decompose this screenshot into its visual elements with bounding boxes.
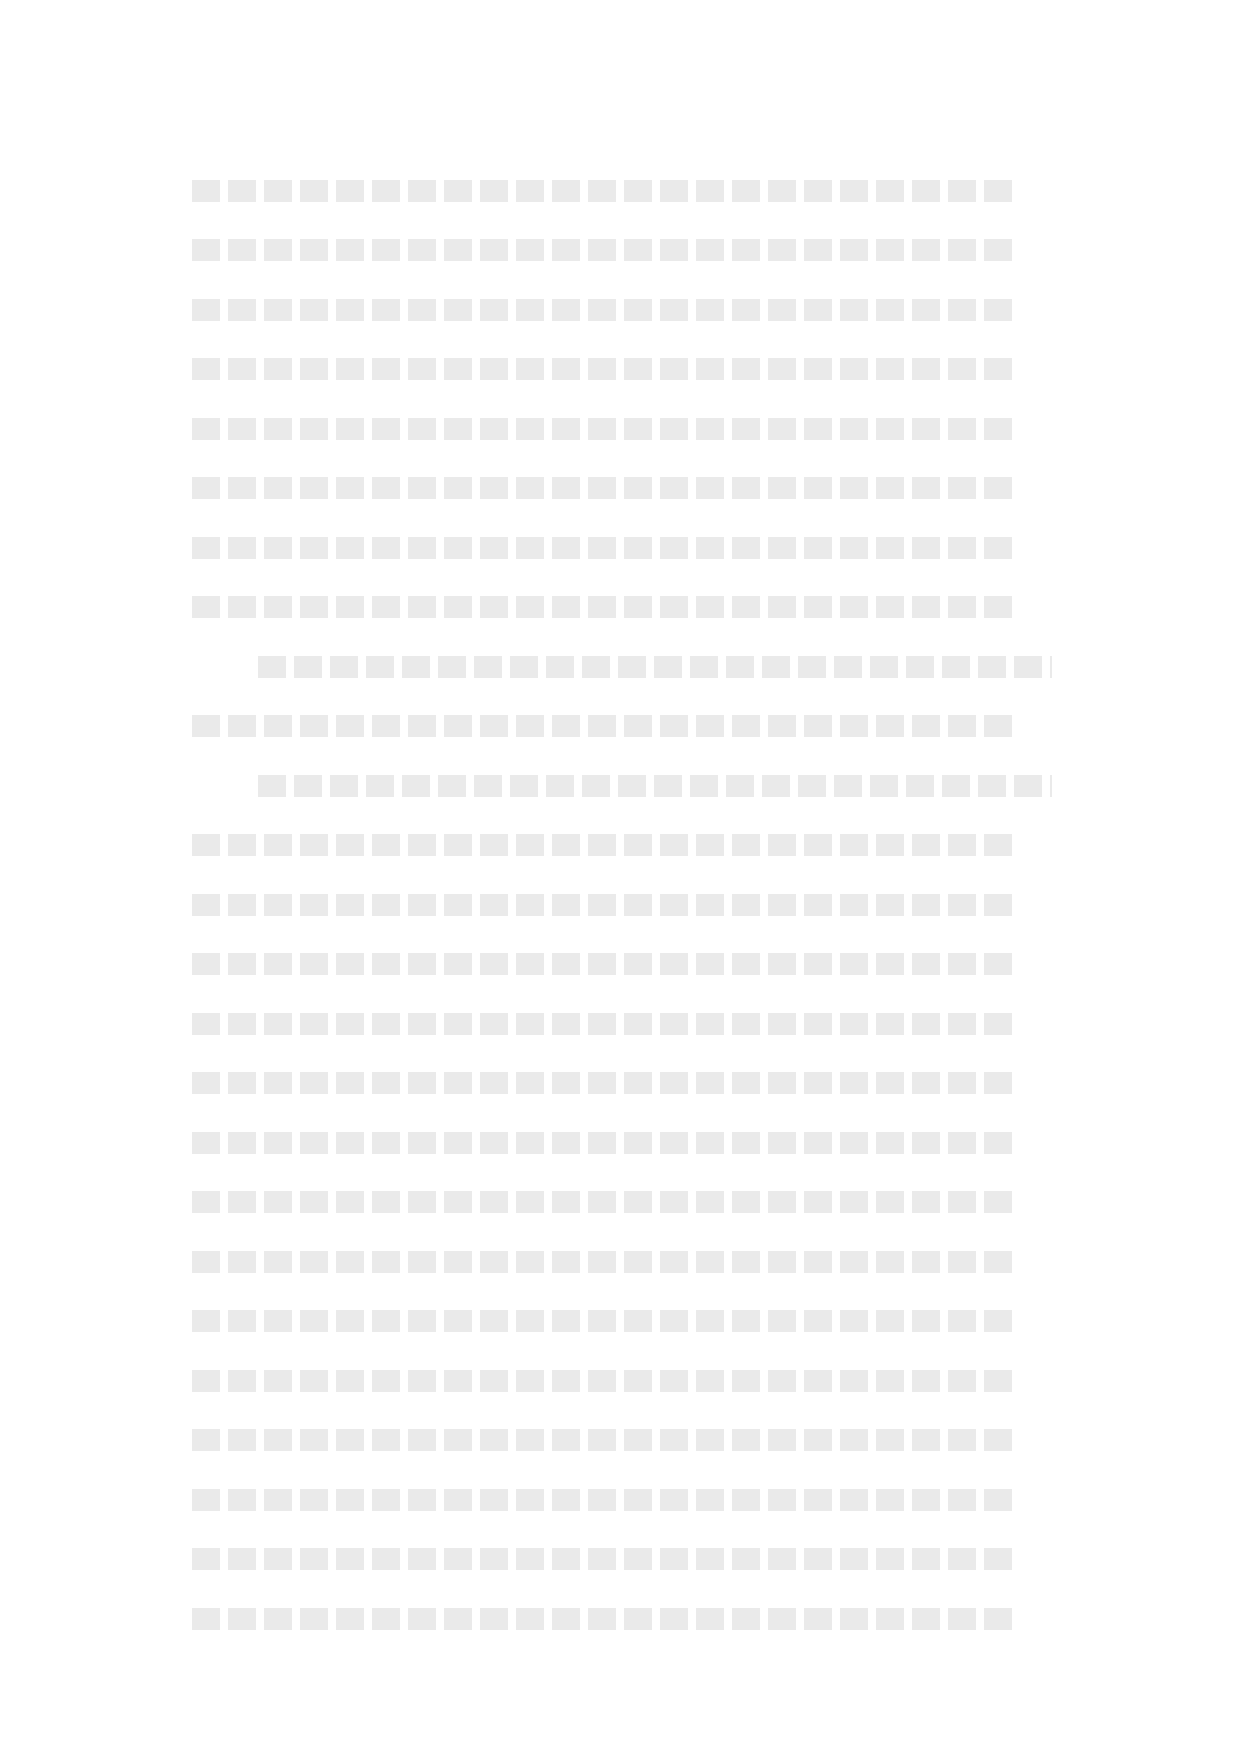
illegible-text-placeholder xyxy=(192,1548,1012,1570)
illegible-text-placeholder xyxy=(192,894,1012,916)
illegible-text-placeholder xyxy=(192,1429,1012,1451)
illegible-text-placeholder xyxy=(192,1191,1012,1213)
text-line xyxy=(192,339,1052,399)
illegible-text-placeholder xyxy=(192,1251,1012,1273)
document-body xyxy=(192,160,1052,1648)
illegible-text-placeholder xyxy=(192,596,1012,618)
text-line xyxy=(192,1410,1052,1470)
illegible-text-placeholder xyxy=(192,1072,1012,1094)
text-line xyxy=(192,1350,1052,1410)
text-line xyxy=(192,458,1052,518)
text-line xyxy=(192,696,1052,756)
illegible-text-placeholder xyxy=(192,1013,1012,1035)
text-line xyxy=(192,1231,1052,1291)
text-line xyxy=(192,1172,1052,1232)
illegible-text-placeholder xyxy=(192,834,1012,856)
illegible-text-placeholder xyxy=(192,1489,1012,1511)
text-line xyxy=(192,1588,1052,1648)
text-line xyxy=(192,1529,1052,1589)
illegible-text-placeholder xyxy=(192,1310,1012,1332)
illegible-text-placeholder xyxy=(192,1370,1012,1392)
text-line xyxy=(192,1291,1052,1351)
text-line xyxy=(192,279,1052,339)
text-line xyxy=(192,755,1052,815)
illegible-text-placeholder xyxy=(192,180,1012,202)
text-line xyxy=(192,398,1052,458)
illegible-text-placeholder xyxy=(192,239,1012,261)
text-line xyxy=(192,874,1052,934)
illegible-text-placeholder xyxy=(258,775,1052,797)
text-line xyxy=(192,220,1052,280)
illegible-text-placeholder xyxy=(192,1132,1012,1154)
text-line xyxy=(192,1112,1052,1172)
text-line xyxy=(192,1053,1052,1113)
text-line xyxy=(192,934,1052,994)
illegible-text-placeholder xyxy=(192,299,1012,321)
illegible-text-placeholder xyxy=(192,418,1012,440)
illegible-text-placeholder xyxy=(192,358,1012,380)
illegible-text-placeholder xyxy=(258,656,1052,678)
text-line xyxy=(192,160,1052,220)
illegible-text-placeholder xyxy=(192,715,1012,737)
text-line xyxy=(192,993,1052,1053)
text-line xyxy=(192,636,1052,696)
text-line xyxy=(192,815,1052,875)
text-line xyxy=(192,1469,1052,1529)
text-line xyxy=(192,577,1052,637)
illegible-text-placeholder xyxy=(192,477,1012,499)
text-line xyxy=(192,517,1052,577)
illegible-text-placeholder xyxy=(192,537,1012,559)
illegible-text-placeholder xyxy=(192,953,1012,975)
illegible-text-placeholder xyxy=(192,1608,1012,1630)
